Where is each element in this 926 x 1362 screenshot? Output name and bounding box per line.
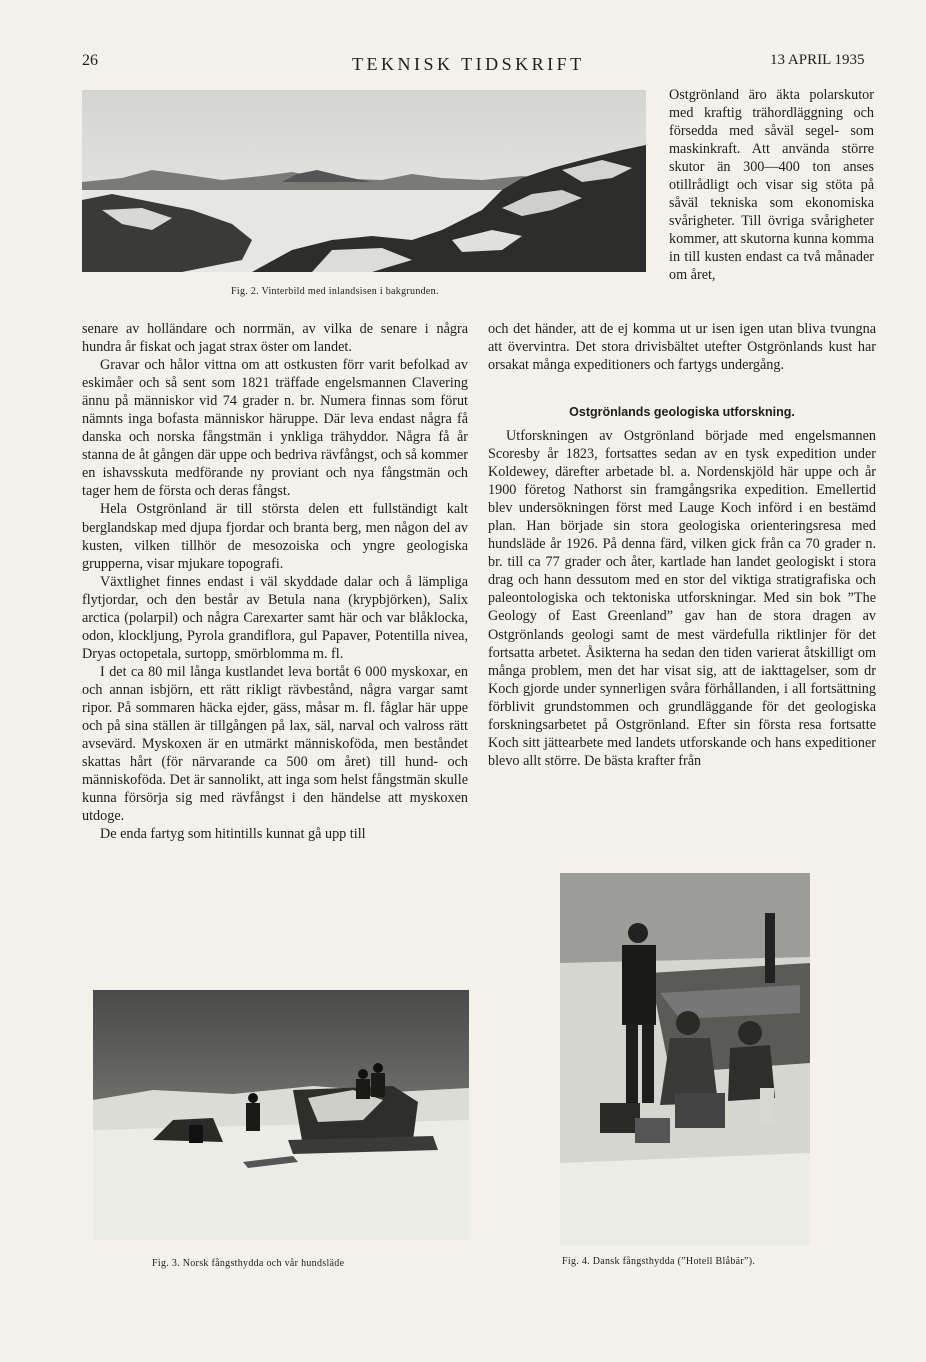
figure-3-caption: Fig. 3. Norsk fångsthydda och vår hundsläde: [152, 1258, 345, 1269]
paragraph: Hela Ostgrönland är till största delen ett fullständigt kalt berglandskap med djupa fjordar och branta berg, men någon del av kusten, vilken tillhör de mesozoiska och yngre geologiska grupperna, visar mjukare topografi.: [82, 501, 468, 572]
issue-date: 13 APRIL 1935: [770, 52, 865, 68]
figure-2-winter-landscape: [82, 90, 646, 272]
right-column-top-wide: [488, 320, 876, 374]
page-number: 26: [82, 52, 98, 69]
journal-title: TEKNISK TIDSKRIFT: [352, 54, 585, 74]
figure-2-caption: Fig. 2. Vinterbild med inlandsisen i bakgrunden.: [231, 286, 439, 297]
paragraph: I det ca 80 mil långa kustlandet leva bortåt 6 000 myskoxar, en och annan isbjörn, ett rätt rikligt rävbestånd, några vargar samt ripor. På sommaren häcka ejder, gäss, måsar m. fl. fåglar här uppe och på sina ställen är tillgången på lax, säl, narval och valross rätt avsevärd. Myskoxen är en utmärkt människoföda, men beståndet skattas hårt (för närvarande ca 500 om året) till hund- och människoföda. Det är sannolikt, att inga som helst fångstmän skulle kunna försörja sig med rävfångst i den händelse att myskoxen utdoge.: [82, 663, 468, 825]
figure-4-caption: Fig. 4. Dansk fångsthydda (”Hotell Blåbär”).: [562, 1256, 756, 1267]
figure-3-hut-and-sled: [93, 990, 469, 1240]
figure-4-danish-hut: [560, 873, 810, 1245]
right-column-top-narrow: [669, 86, 874, 285]
paragraph: Växtlighet finnes endast i väl skyddade dalar och å lämpliga flytjordar, och den består av Betula nana (krypbjörken), Salix arctica (polarpil) och några Carexarter samt här och var blåklocka, odon, klockljung, Pyrola grandiflora, gul Papaver, Potentilla nivea, Dryas octopetala, surtopp, smörblomma m. fl.: [82, 573, 468, 662]
left-column: [82, 320, 468, 843]
paragraph: Gravar och hålor vittna om att ostkusten förr varit befolkad av eskimåer och så sent som 1821 träffade engelsmannen Clavering ännu på människor vid 74 grader n. br. Numera finnas som förut nämnts inga bofasta människor häruppe. Där leva endast några få danska och norska fångstmän i ynkliga trähyddor. Några få år stanna de åt gången där uppe och bedriva rävfångst, och så kommer en ishavsskuta medförande ny proviant och nya fångstmän och tager hem de första och deras fångst.: [82, 357, 468, 500]
paragraph: och det händer, att de ej komma ut ur isen igen utan bliva tvungna att övervintra. Det stora drivisbältet utefter Ostgrönlands kust har orsakat många expeditioners och fartygs undergång.: [488, 321, 876, 374]
paragraph: senare av holländare och norrmän, av vilka de senare i några hundra år fiskat och jagat strax öster om landet.: [82, 321, 468, 356]
paragraph: Ostgrönland äro äkta polarskutor med kraftig trähordläggning och försedda med såväl segel- som maskinkraft. Att använda större skutor än 300—400 ton anses otillrådligt och visar sig stöta på såväl tekniska som ekonomiska svårigheter. Till övriga svårigheter kommer, att skutorna kunna komma in till kusten endast ca två månader om året,: [669, 87, 874, 284]
right-column-body: [488, 427, 876, 770]
paragraph: Utforskningen av Ostgrönland började med engelsmannen Scoresby år 1823, fortsattes sedan av en tysk expedition under Koldewey, därefter arbetade bl. a. Nordenskjöld här uppe och år 1900 företog Nathorst sin framgångsrika expedition. Emellertid blev undersökningen först med Lauge Koch införd i en bestämd plan. Han började sin stora geologiska orienteringsresa med hundsläde år 1926. På denna färd, vilken gick från ca 70 grader n. br. till ca 77 grader och åter, kartlade han landet geologiskt i stora drag och hann dessutom med en stor del viktiga stratigrafiska och paleontologiska och tektoniska utforskningar. Med sin bok ”The Geology of East Greenland” gav han de stora dragen av Ostgrönlands geologi samt de mest värdefulla riktlinjer för det fortsatta arbetet. Åsikterna ha sedan den tiden varierat åtskilligt om många problem, men det har visat sig, att de iakttagelser, som dr Koch gjorde under synnerligen svåra förhållanden, i all fortsättning förblivit grundstommen och grundläggande för det geologiska forskningsarbetet på Ostgrönland. Efter sin första resa fortsatte Koch sitt jättearbete med landets utforskande och hans expeditioner blevo allt större. De bästa krafter från: [488, 428, 876, 769]
paragraph: De enda fartyg som hitintills kunnat gå upp till: [100, 826, 366, 843]
section-heading: Ostgrönlands geologiska utforskning.: [569, 405, 795, 419]
